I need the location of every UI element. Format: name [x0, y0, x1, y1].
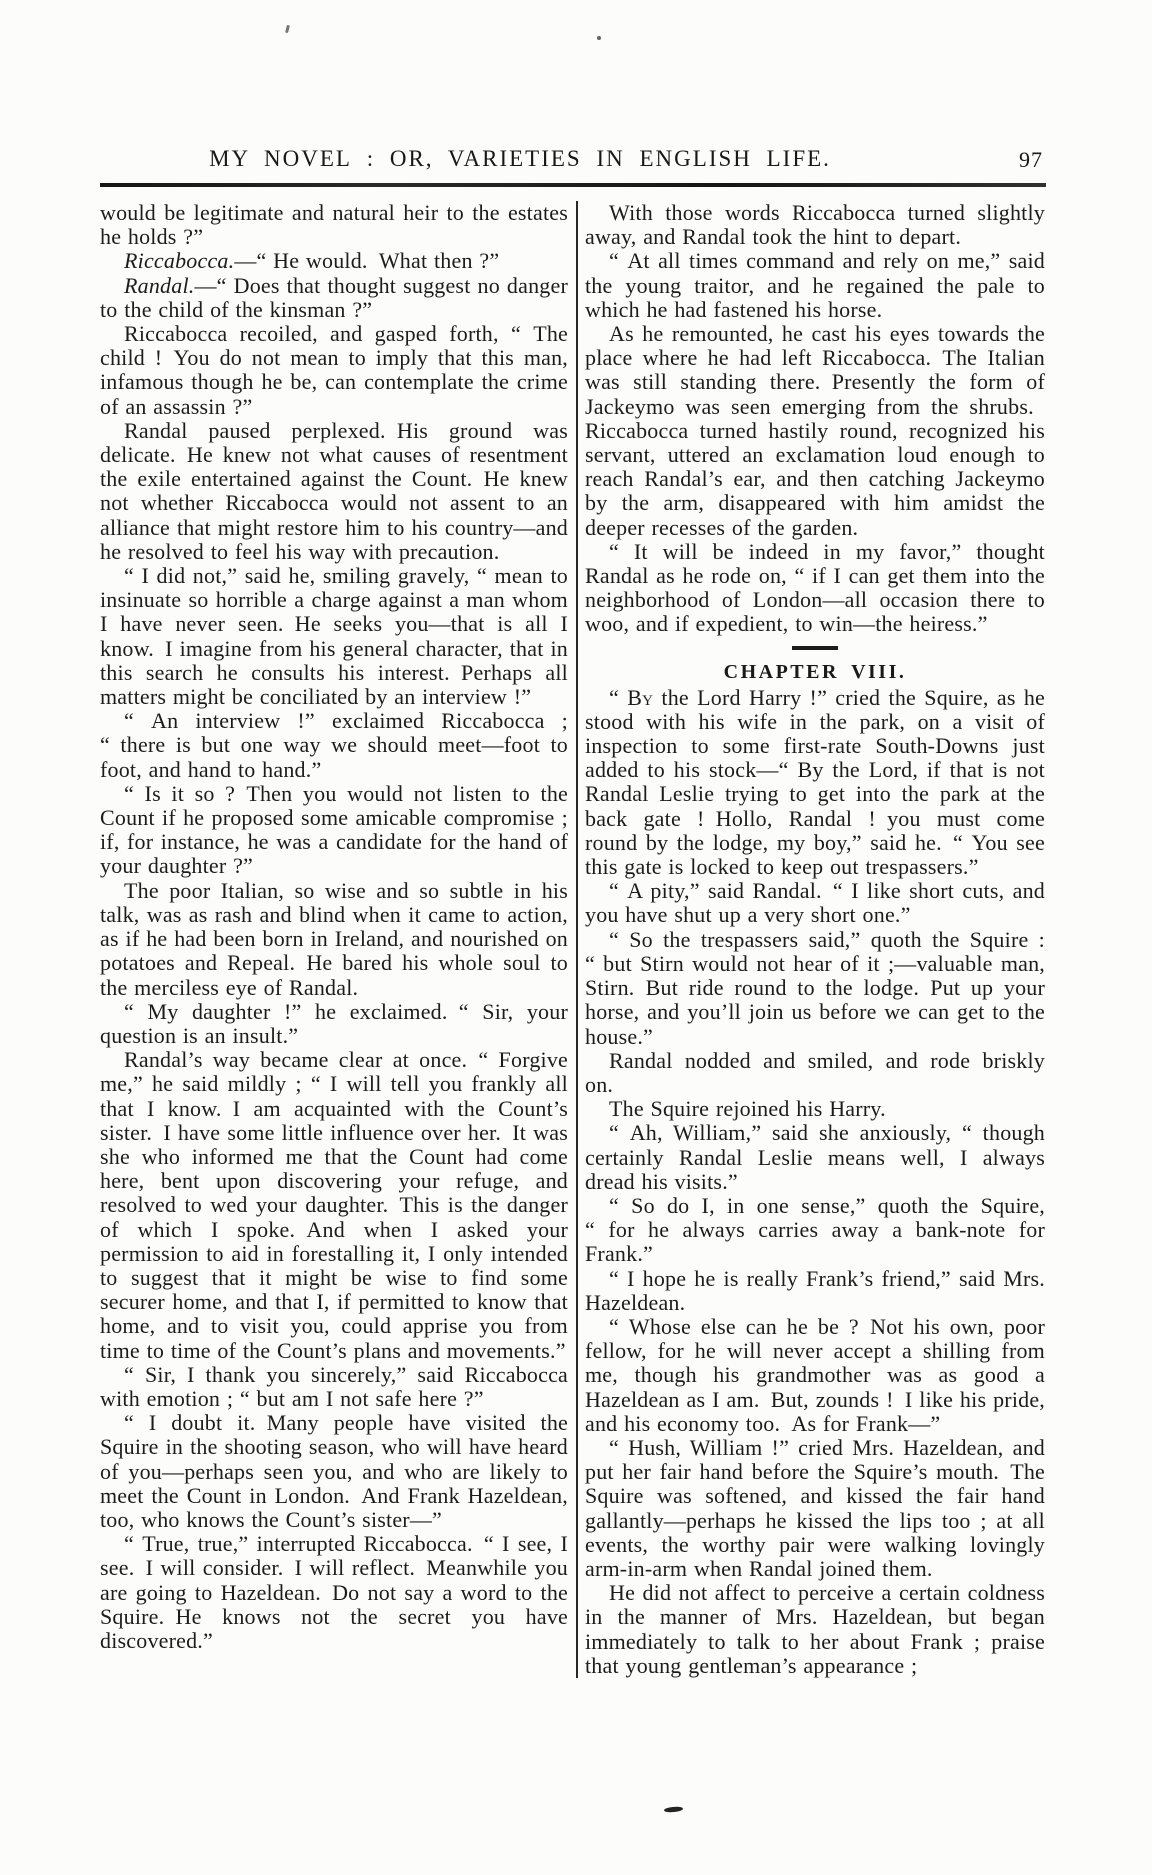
page-number: 97 [1019, 147, 1043, 172]
paragraph [100, 1048, 568, 1363]
text-run: “ A pity,” said Randal. “ I like short cuts, and you have shut up a very short one.” [585, 878, 1045, 928]
text-run: By [627, 684, 654, 710]
ink-mark [664, 1806, 683, 1813]
text-run: As he remounted, he cast his eyes towards the place where he had left Riccabocca. The Italian was still standing there. Presently the form of Jackeymo was seen emerging from the shrubs. Riccabocca turned hastily round, recognized his servant, uttered an exclamation loud enough to reach Randal’s ear, and then catching Jackeymo by the arm, disappeared with him amidst the deeper recesses of the garden. [585, 321, 1045, 540]
paragraph [100, 419, 568, 564]
paragraph [585, 201, 1045, 249]
paragraph [585, 540, 1045, 637]
paragraph [100, 249, 568, 273]
text-run: Randal’s way became clear at once. “ Forgive me,” he said mildly ; “ I will tell you frankly all that I know. I am acquainted with the Count’s sister. I have some little influence over her. It was she who informed me that the Count had come here, bent upon discovering your refuge, and resolved to wed your daughter. This is the danger of which I spoke. And when I asked your permission to aid in forestalling it, I only intended to suggest that it might be wise to find some securer home, and that I, if permitted to know that home, and to visit you, could apprise you from time to time of the Count’s plans and movements.” [100, 1047, 568, 1363]
paragraph [100, 782, 568, 879]
paragraph [100, 709, 568, 782]
text-run: “ I doubt it. Many people have visited the Squire in the shooting season, who will have heard of you—perhaps seen you, and who are likely to meet the Count in London. And Frank Hazeldean, too, who knows the Count’s sister—” [100, 1410, 568, 1532]
paragraph [100, 564, 568, 709]
paragraph [585, 1267, 1045, 1315]
text-run: He did not affect to perceive a certain coldness in the manner of Mrs. Hazeldean, but began immediately to talk to her about Frank ; praise that young gentleman’s appearance ; [585, 1580, 1045, 1678]
text-run: “ So the trespassers said,” quoth the Squire : “ but Stirn would not hear of it ;—valuable man, Stirn. But ride round to the lodge. Put up your horse, and you’ll join us before we can get to the house.” [585, 926, 1045, 1049]
text-run: “ I hope he is really Frank’s friend,” said Mrs. Hazeldean. [585, 1265, 1045, 1315]
text-run: “ It will be indeed in my favor,” thought Randal as he rode on, “ if I can get them into the neighborhood of London—all occasion there to woo, and if expedient, to win—the heiress.” [585, 538, 1045, 637]
page-header [100, 146, 1045, 180]
text-columns [100, 201, 1045, 1678]
chapter-heading: CHAPTER VIII. [723, 660, 907, 683]
column-divider [576, 201, 578, 1678]
speaker-name: Randal. [124, 272, 195, 298]
scan-speck [285, 25, 290, 33]
speaker-name: Riccabocca. [124, 248, 235, 274]
text-run: “ True, true,” interrupted Riccabocca. “ I see, I see. I will consider. I will reflect. Meanwhile you are going to Hazeldean. Do not say a word to the Squire. He knows not the secret you have discovered.” [100, 1531, 568, 1653]
text-run: “ An interview !” exclaimed Riccabocca ; “ there is but one way we should meet—foot to foot, and hand to hand.” [100, 708, 568, 782]
paragraph [585, 1121, 1045, 1194]
paragraph [585, 1097, 1045, 1121]
text-run: “ Sir, I thank you sincerely,” said Riccabocca with emotion ; “ but am I not safe here ?” [100, 1361, 568, 1411]
paragraph [100, 1000, 568, 1048]
text-run: would be legitimate and natural heir to the estates he holds ?” [100, 200, 568, 250]
text-run: The poor Italian, so wise and so subtle in his talk, was as rash and blind when it came to action, as if he had been born in Ireland, and nourished on potatoes and Repeal. He bared his whole soul to the merciless eye of Randal. [100, 877, 568, 1000]
running-title: MY NOVEL : OR, VARIETIES IN ENGLISH LIFE. [209, 146, 831, 171]
scan-speck [597, 36, 601, 40]
paragraph [585, 1581, 1045, 1678]
paragraph [100, 1411, 568, 1532]
paragraph [100, 1363, 568, 1411]
paragraph [100, 879, 568, 1000]
text-run: “ [609, 684, 628, 710]
section-separator [792, 646, 838, 650]
text-run: “ Ah, William,” said she anxiously, “ though certainly Randal Leslie means well, I always dread his visits.” [585, 1120, 1045, 1194]
paragraph [100, 201, 568, 249]
text-run: —“ Does that thought suggest no danger to the child of the kinsman ?” [100, 272, 568, 322]
text-run: Riccabocca recoiled, and gasped forth, “ The child ! You do not mean to imply that this man, infamous though he be, can contemplate the crime of an assassin ?” [100, 321, 568, 419]
text-run: “ Whose else can he be ? Not his own, poor fellow, for he will never accept a shilling from me, though his grandmother was as good a Hazeldean as I am. But, zounds ! I like his pride, and his economy too. As for Frank—” [585, 1313, 1045, 1436]
text-run: Randal nodded and smiled, and rode briskly on. [585, 1047, 1045, 1097]
paragraph [585, 1436, 1045, 1581]
column-left [100, 201, 568, 1678]
text-run: —“ He would. What then ?” [234, 248, 500, 274]
paragraph [100, 274, 568, 322]
text-run: “ My daughter !” he exclaimed. “ Sir, your question is an insult.” [100, 998, 568, 1048]
text-run: The Squire rejoined his Harry. [609, 1096, 886, 1122]
text-run: “ Hush, William !” cried Mrs. Hazeldean, and put her fair hand before the Squire’s mouth. The Squire was softened, and kissed the fair hand gallantly—perhaps he kissed the lips too ; at all events, the worthy pair were walking lovingly arm-in-arm when Randal joined them. [585, 1434, 1045, 1581]
text-run: Randal paused perplexed. His ground was delicate. He knew not what causes of resentment the exile entertained against the Count. He knew not whether Riccabocca would not assent to an alliance that might restore him to his country—and he resolved to feel his way with precaution. [100, 417, 568, 564]
paragraph [585, 686, 1045, 880]
paragraph [100, 322, 568, 419]
paragraph [585, 322, 1045, 540]
text-run: With those words Riccabocca turned slightly away, and Randal took the hint to depart. [585, 200, 1045, 250]
paragraph [585, 1315, 1045, 1436]
text-run: “ Is it so ? Then you would not listen to the Count if he proposed some amicable compromise ; if, for instance, he was a candidate for the hand of your daughter ?” [100, 780, 568, 879]
text-run: the Lord Harry !” cried the Squire, as he stood with his wife in the park, on a visit of inspection to some first-rate South-Downs just added to his stock—“ By the Lord, if that is not Randal Leslie trying to get into the park at the back gate ! Hollo, Randal ! you must come round by the lodge, my boy,” said he. “ You see this gate is locked to keep out trespassers.” [585, 684, 1046, 880]
paragraph [100, 1532, 568, 1653]
text-run: “ At all times command and rely on me,” said the young traitor, and he regained the pale to which he had fastened his horse. [585, 248, 1045, 322]
text-run: “ So do I, in one sense,” quoth the Squire, “ for he always carries away a bank-note for Frank.” [585, 1192, 1045, 1267]
paragraph [585, 249, 1045, 322]
paragraph [585, 928, 1045, 1049]
paragraph [585, 1049, 1045, 1097]
header-rule [100, 183, 1046, 187]
text-run: “ I did not,” said he, smiling gravely, “ mean to insinuate so horrible a charge against a man whom I have never seen. He seeks you—that is all I know. I imagine from his general character, that in this search he consults his interest. Perhaps all matters might be conciliated by an interview !” [100, 563, 568, 710]
paragraph [585, 879, 1045, 927]
paragraph [585, 1194, 1045, 1267]
column-right [585, 201, 1045, 1678]
